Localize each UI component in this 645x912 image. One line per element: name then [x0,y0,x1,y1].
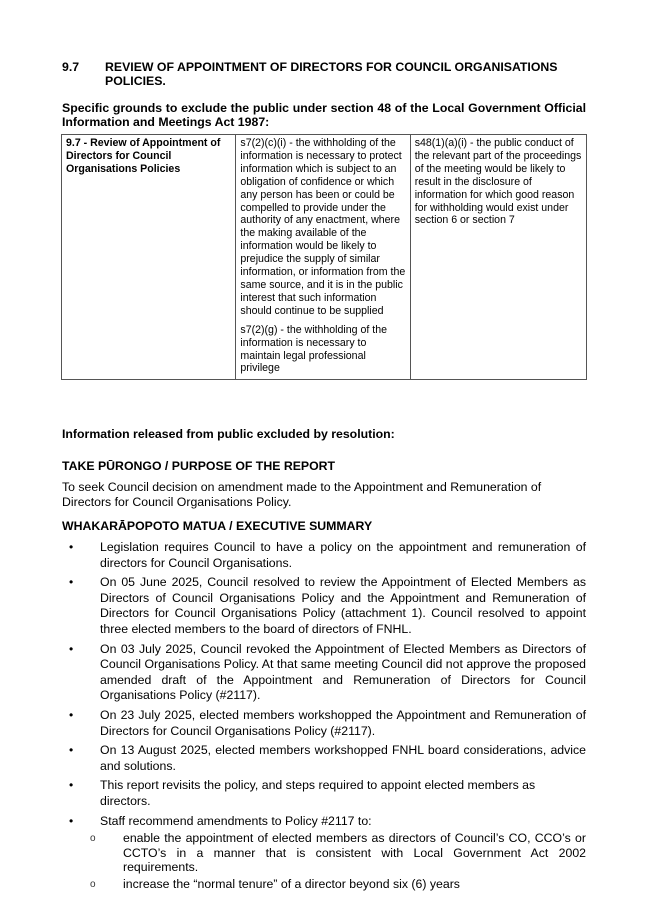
list-item-text: Staff recommend amendments to Policy #2117 to: [100,813,372,828]
sub-list-item [62,877,586,892]
list-item-text: On 03 July 2025, Council revoked the Appointment of Elected Members as Directors of Council Organisations Policy. At that same meeting Council did not approve the proposed amended draft of the Appointment and Remuneration of Directors for Council Organisations Policy (#2117). [100,641,586,703]
bullet-icon: • [69,743,74,758]
bullet-icon: • [69,575,74,590]
list-item [62,575,586,637]
grounds-table [61,134,587,380]
table-row [62,135,587,380]
list-item [62,708,586,739]
reasons-cell [236,135,410,380]
reason-text: s7(2)(g) - the withholding of the information is necessary to maintain legal professional privilege [240,323,388,375]
reason-text: s7(2)(c)(i) - the withholding of the information is necessary to protect information which is subject to an obligation of confidence or which any person has been or could be compelled to provide under the authority of any enactment, where the making available of the information would be likely to prejudice the supply of similar information, or information from the same source, and it is in the public interest that such information should continue to be supplied [240,137,406,317]
sub-list [62,831,586,891]
list-item-text: On 13 August 2025, elected members workshopped FNHL board considerations, advice and solutions. [100,743,586,773]
summary-heading: WHAKARĀPOPOTO MATUA / EXECUTIVE SUMMARY [62,519,373,533]
bullet-icon: • [69,540,74,554]
list-item [62,743,586,774]
purpose-body: To seek Council decision on amendment made to the Appointment and Remuneration of Directors for Council Organisations Policy. [62,480,542,509]
circle-bullet-icon: o [90,833,96,845]
list-item-text: Legislation requires Council to have a policy on the appointment and remuneration of directors for Council Organisations. [100,540,586,570]
ground-cell: s48(1)(a)(i) - the public conduct of the relevant part of the proceedings of the meeting would be likely to result in the disclosure of information for which good reason for withholding would exist under section 6 or section 7 [410,135,586,380]
bullet-icon: • [69,641,74,656]
item-title: REVIEW OF APPOINTMENT OF DIRECTORS FOR COUNCIL ORGANISATIONS POLICIES. [105,60,558,88]
bullet-icon: • [69,778,74,793]
list-item-text: On 23 July 2025, elected members workshopped the Appointment and Remuneration of Directors for Council Organisations Policy (#2117). [100,707,586,738]
released-label: Information released from public excluded by resolution: [62,427,395,441]
sub-list-item-text: increase the “normal tenure” of a director beyond six (6) years [123,876,460,891]
list-item [62,778,586,809]
circle-bullet-icon: o [90,878,96,890]
list-item-text: This report revisits the policy, and steps required to appoint elected members as directors. [100,778,536,808]
summary-list [62,540,586,895]
grounds-intro: Specific grounds to exclude the public under section 48 of the Local Government Official Information and Meetings Act 1987: [62,101,586,129]
bullet-icon: • [69,813,74,828]
list-item [62,814,586,892]
list-item-text: On 05 June 2025, Council resolved to review the Appointment of Elected Members as Directors of Council Organisations Policy and the Appointment and Remuneration of Directors for Council Organisations Policy (attachment 1). Council resolved to appoint three elected members to the board of directors of FNHL. [100,575,586,636]
sub-list-item-text: enable the appointment of elected members as directors of Council’s CO, CCO’s or CCTO’s in a manner that is consistent with Local Government Act 2002 requirements. [123,831,586,875]
sub-list-item [62,831,586,875]
list-item [62,642,586,704]
item-number: 9.7 [62,60,80,74]
subject-cell: 9.7 - Review of Appointment of Directors for Council Organisations Policies [62,135,236,380]
purpose-heading: TAKE PŪRONGO / PURPOSE OF THE REPORT [62,459,336,473]
bullet-icon: • [69,707,74,722]
list-item [62,540,586,571]
